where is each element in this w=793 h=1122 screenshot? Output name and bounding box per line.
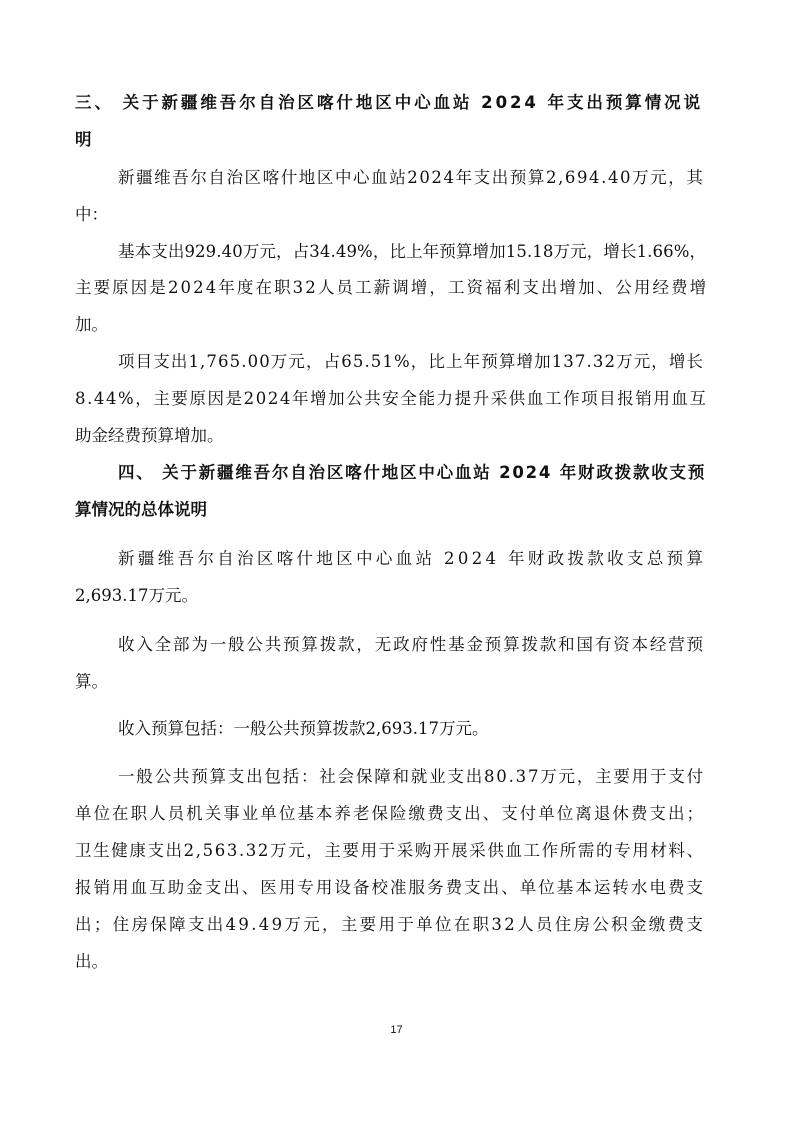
section3-para2-line3: 加。 [75, 315, 108, 334]
section3-para3-line1: 项目支出1,765.00万元，占65.51%，比上年预算增加137.32万元，增长 [118, 352, 705, 371]
section4-para1-line2: 2,693.17万元。 [75, 586, 198, 605]
section3-para2-line2: 主要原因是2024年度在职32人员工薪调增，工资福利支出增加、公用经费增 [75, 278, 709, 297]
section3-para3-line2: 8.44%，主要原因是2024年增加公共安全能力提升采供血工作项目报销用血互 [75, 389, 708, 408]
section3-para1-line2: 中： [75, 205, 108, 224]
section4-heading-line2: 算情况的总体说明 [75, 500, 207, 519]
section3-para3-line3: 助金经费预算增加。 [75, 426, 224, 445]
section4-para4-line1: 一般公共预算支出包括：社会保障和就业支出80.37万元，主要用于支付 [118, 767, 705, 786]
section4-para1-line1: 新疆维吾尔自治区喀什地区中心血站 2024 年财政拨款收支总预算 [118, 549, 707, 568]
section4-para3-line1: 收入预算包括：一般公共预算拨款2,693.17万元。 [118, 719, 489, 738]
section3-para2-line1: 基本支出929.40万元，占34.49%，比上年预算增加15.18万元，增长1.66%， [118, 242, 707, 261]
section4-para4-line5: 出；住房保障支出49.49万元，主要用于单位在职32人员住房公积金缴费支 [75, 915, 706, 934]
section4-para4-line3: 卫生健康支出2,563.32万元，主要用于采购开展采供血工作所需的专用材料、 [75, 841, 705, 860]
section4-heading-line1: 四、 关于新疆维吾尔自治区喀什地区中心血站 2024 年财政拨款收支预 [118, 463, 707, 482]
section4-para4-line6: 出。 [75, 952, 108, 971]
section4-para2-line2: 算。 [75, 672, 108, 691]
section3-heading-line2: 明 [75, 130, 92, 149]
section4-para2-line1: 收入全部为一般公共预算拨款，无政府性基金预算拨款和国有资本经营预 [118, 635, 705, 654]
page-number: 17 [390, 1024, 403, 1036]
section3-heading-line1: 三、 关于新疆维吾尔自治区喀什地区中心血站 2024 年支出预算情况说 [75, 93, 704, 112]
section4-para4-line2: 单位在职人员机关事业单位基本养老保险缴费支出、支付单位离退休费支出； [75, 804, 706, 823]
section3-para1-line1: 新疆维吾尔自治区喀什地区中心血站2024年支出预算2,694.40万元，其 [118, 168, 705, 187]
section4-para4-line4: 报销用血互助金支出、医用专用设备校准服务费支出、单位基本运转水电费支 [75, 878, 706, 897]
